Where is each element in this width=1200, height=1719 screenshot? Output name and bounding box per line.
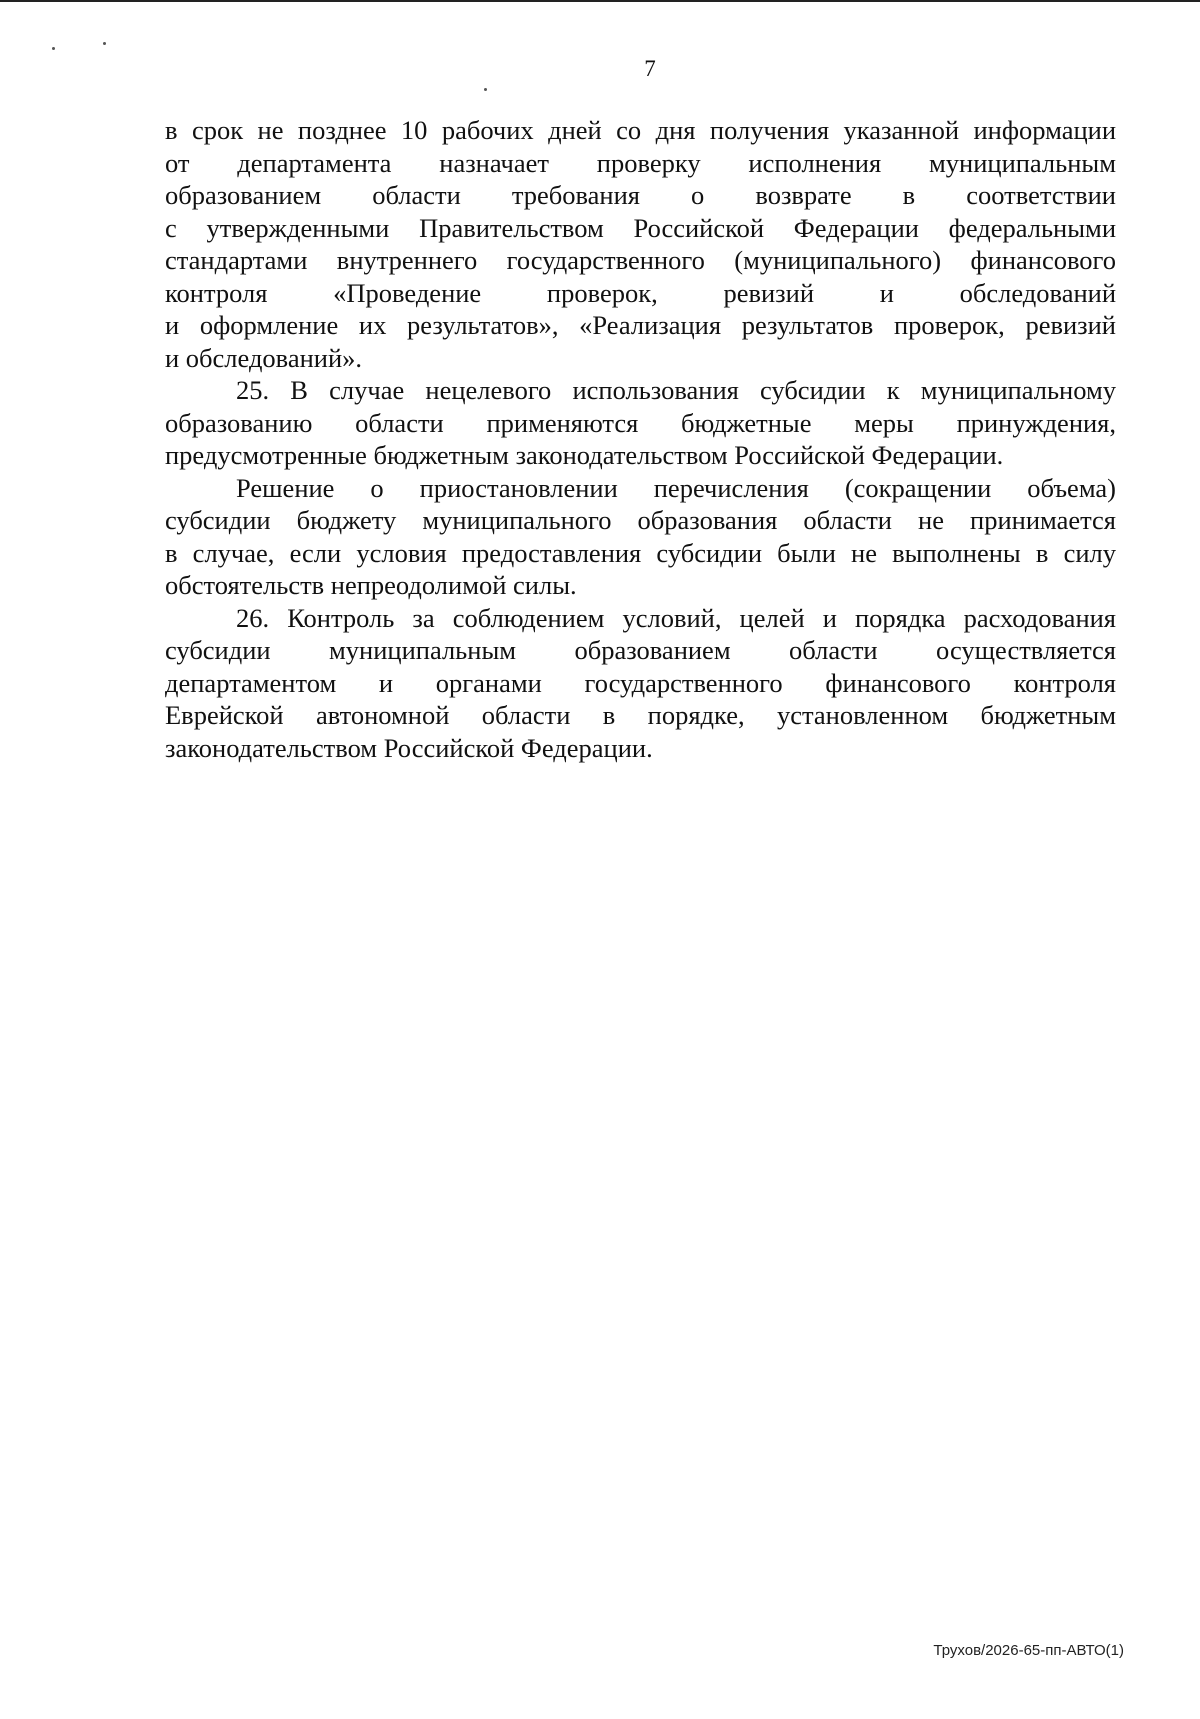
text-line: образованию области применяются бюджетные меры принуждения, xyxy=(165,407,1116,438)
page-number: 7 xyxy=(644,56,656,81)
paragraph-25-decision xyxy=(165,472,1116,602)
text-line: 26. Контроль за соблюдением условий, целей и порядка расходования xyxy=(236,602,1116,633)
text-line: субсидии бюджету муниципального образования области не принимается xyxy=(165,505,1116,535)
text-line: с утвержденными Правительством Российской Федерации федеральными xyxy=(165,212,1116,243)
text-line: обстоятельств непреодолимой силы. xyxy=(165,570,577,600)
text-line: и обследований». xyxy=(165,342,363,373)
scan-speck xyxy=(484,88,487,91)
text-line: Решение о приостановлении перечисления (сокращении объема) xyxy=(236,472,1116,503)
text-line: от департамента назначает проверку исполнения муниципальным xyxy=(165,147,1116,178)
text-line: Еврейской автономной области в порядке, установленном бюджетным xyxy=(165,700,1116,730)
paragraph-continuation xyxy=(165,114,1116,374)
text-line: стандартами внутреннего государственного (муниципального) финансового xyxy=(165,245,1116,275)
text-line: в срок не позднее 10 рабочих дней со дня получения указанной информации xyxy=(165,115,1116,145)
text-line: предусмотренные бюджетным законодательством Российской Федерации. xyxy=(165,440,1004,470)
paragraph-26 xyxy=(165,602,1116,765)
text-line: и оформление их результатов», «Реализация результатов проверок, ревизий xyxy=(165,310,1116,340)
scan-top-edge xyxy=(0,0,1200,2)
text-line: департаментом и органами государственного финансового контроля xyxy=(165,667,1116,698)
text-line: 25. В случае нецелевого использования субсидии к муниципальному xyxy=(236,375,1116,405)
text-line: субсидии муниципальным образованием области осуществляется xyxy=(165,635,1116,665)
text-line: законодательством Российской Федерации. xyxy=(165,732,653,763)
text-line: в случае, если условия предоставления субсидии были не выполнены в силу xyxy=(165,537,1116,568)
scan-speck xyxy=(103,42,106,45)
text-line: образованием области требования о возврате в соответствии xyxy=(165,180,1116,210)
text-line: контроля «Проведение проверок, ревизий и обследований xyxy=(165,277,1116,308)
document-registration-code: Трухов/2026-65-пп-АВТО(1) xyxy=(933,1642,1124,1659)
paragraph-25 xyxy=(165,374,1116,472)
scan-speck xyxy=(52,47,55,50)
document-body xyxy=(165,114,1116,764)
